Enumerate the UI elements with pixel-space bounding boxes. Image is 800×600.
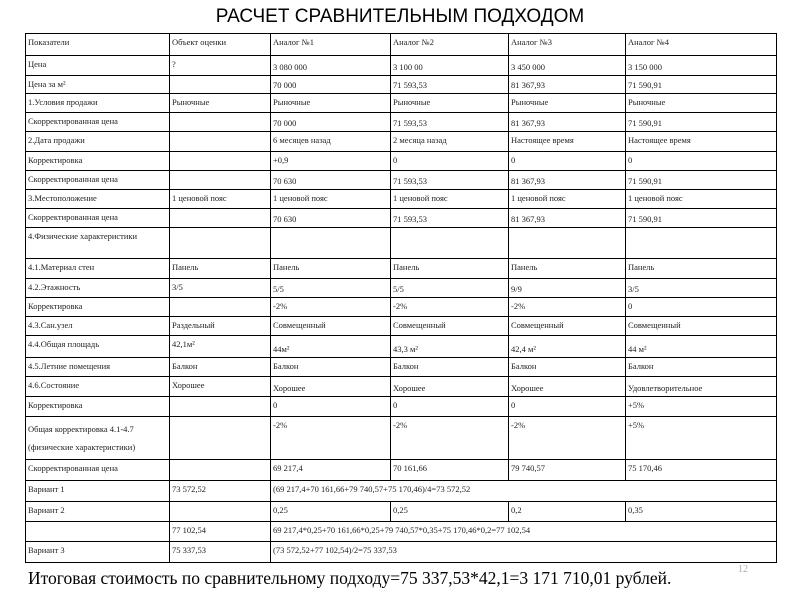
table-cell: 0 bbox=[271, 397, 391, 417]
table-cell: 0 bbox=[509, 397, 626, 417]
table-cell: Хорошее bbox=[271, 377, 391, 397]
table-cell: -2% bbox=[509, 298, 626, 317]
table-cell: 1 ценовой пояс bbox=[509, 190, 626, 209]
table-cell: 44 м² bbox=[626, 336, 777, 358]
table-cell: 69 217,4 bbox=[271, 460, 391, 481]
table-cell bbox=[170, 132, 271, 152]
table-cell: 81 367,93 bbox=[509, 171, 626, 190]
table-row bbox=[26, 417, 777, 460]
variant-row bbox=[26, 502, 777, 522]
variant-formula: 69 217,4*0,25+70 161,66*0,25+79 740,57*0,35+75 170,46*0,2=77 102,54 bbox=[271, 522, 777, 542]
table-cell: Настоящее время bbox=[509, 132, 626, 152]
table-cell: 5/5 bbox=[271, 279, 391, 298]
table-row bbox=[26, 336, 777, 358]
table-cell: 79 740,57 bbox=[509, 460, 626, 481]
table-cell: 0 bbox=[391, 397, 509, 417]
table-row bbox=[26, 397, 777, 417]
table-cell: -2% bbox=[271, 298, 391, 317]
variant-label: Вариант 3 bbox=[26, 542, 170, 563]
variant-formula: (69 217,4+70 161,66+79 740,57+75 170,46)/4=73 572,52 bbox=[271, 481, 777, 502]
table-cell: Рыночные bbox=[391, 94, 509, 113]
row-label: 4.4.Общая площадь bbox=[26, 336, 170, 358]
table-cell: 3 100 00 bbox=[391, 56, 509, 76]
table-cell bbox=[170, 228, 271, 259]
table-cell: 3/5 bbox=[626, 279, 777, 298]
table-cell: Совмещенный bbox=[271, 317, 391, 336]
table-cell: 0 bbox=[626, 152, 777, 171]
table-cell: Совмещенный bbox=[626, 317, 777, 336]
table-cell: 71 593,53 bbox=[391, 209, 509, 228]
table-cell bbox=[626, 228, 777, 259]
table-cell: 70 000 bbox=[271, 76, 391, 94]
weight-cell: 0,25 bbox=[391, 502, 509, 522]
table-cell: Балкон bbox=[626, 358, 777, 377]
table-cell: 71 590,91 bbox=[626, 209, 777, 228]
header-cell: Показатели bbox=[26, 34, 170, 56]
table-cell: +0,9 bbox=[271, 152, 391, 171]
table-row bbox=[26, 298, 777, 317]
table-cell: 81 367,93 bbox=[509, 209, 626, 228]
table-cell: -2% bbox=[509, 417, 626, 460]
row-label: 3.Местоположение bbox=[26, 190, 170, 209]
table-row bbox=[26, 152, 777, 171]
table-row bbox=[26, 76, 777, 94]
table-cell: -2% bbox=[271, 417, 391, 460]
row-label: Скорректированная цена bbox=[26, 171, 170, 190]
table-cell: 71 593,53 bbox=[391, 76, 509, 94]
table-header-row bbox=[26, 34, 777, 56]
table-cell: 42,4 м² bbox=[509, 336, 626, 358]
table-cell: 44м² bbox=[271, 336, 391, 358]
table-cell bbox=[170, 298, 271, 317]
row-label: 4.3.Сан.узел bbox=[26, 317, 170, 336]
table-cell bbox=[170, 171, 271, 190]
table-cell: 81 367,93 bbox=[509, 76, 626, 94]
variant-formula: (73 572,52+77 102,54)/2=75 337,53 bbox=[271, 542, 777, 563]
page-title: РАСЧЕТ СРАВНИТЕЛЬНЫМ ПОДХОДОМ bbox=[215, 6, 585, 27]
table-cell: Совмещенный bbox=[509, 317, 626, 336]
table-cell: Рыночные bbox=[626, 94, 777, 113]
table-cell: 1 ценовой пояс bbox=[271, 190, 391, 209]
variant-row bbox=[26, 522, 777, 542]
table-cell bbox=[170, 502, 271, 522]
table-cell: Хорошее bbox=[509, 377, 626, 397]
table-cell: 0 bbox=[626, 298, 777, 317]
table-cell bbox=[509, 228, 626, 259]
row-label: Скорректированная цена bbox=[26, 113, 170, 132]
table-cell: 6 месяцев назад bbox=[271, 132, 391, 152]
table-cell: 3 150 000 bbox=[626, 56, 777, 76]
table-row bbox=[26, 259, 777, 279]
table-cell: Панель bbox=[509, 259, 626, 279]
row-label: Скорректированная цена bbox=[26, 209, 170, 228]
weight-cell: 0,25 bbox=[271, 502, 391, 522]
table-cell: 71 593,53 bbox=[391, 171, 509, 190]
table-cell: 1 ценовой пояс bbox=[626, 190, 777, 209]
table-cell bbox=[271, 228, 391, 259]
table-cell: -2% bbox=[391, 417, 509, 460]
table-cell: 0 bbox=[391, 152, 509, 171]
table-cell: 1 ценовой пояс bbox=[170, 190, 271, 209]
table-cell: 2 месяца назад bbox=[391, 132, 509, 152]
table-cell: 42,1м² bbox=[170, 336, 271, 358]
weight-cell: 0,2 bbox=[509, 502, 626, 522]
table-cell bbox=[26, 522, 170, 542]
variant-value: 73 572,52 bbox=[170, 481, 271, 502]
table-cell: 70 630 bbox=[271, 171, 391, 190]
table-cell: 75 170,46 bbox=[626, 460, 777, 481]
table-cell bbox=[170, 417, 271, 460]
table-cell: +5% bbox=[626, 417, 777, 460]
table-cell: Балкон bbox=[271, 358, 391, 377]
page-number: 12 bbox=[738, 564, 748, 575]
row-label: 4.6.Состояние bbox=[26, 377, 170, 397]
table-cell: Панель bbox=[170, 259, 271, 279]
row-label: 4.Физические характеристики bbox=[26, 228, 170, 259]
table-cell: Раздельный bbox=[170, 317, 271, 336]
table-cell: Рыночные bbox=[509, 94, 626, 113]
variant-value: 75 337,53 bbox=[170, 542, 271, 563]
header-cell: Аналог №4 bbox=[626, 34, 777, 56]
table-cell: 0 bbox=[509, 152, 626, 171]
table-cell: 3 080 000 bbox=[271, 56, 391, 76]
table-cell: Балкон bbox=[391, 358, 509, 377]
table-cell: 3/5 bbox=[170, 279, 271, 298]
table-cell: 81 367,93 bbox=[509, 113, 626, 132]
header-cell: Аналог №1 bbox=[271, 34, 391, 56]
variant-label: Вариант 1 bbox=[26, 481, 170, 502]
table-cell: Рыночные bbox=[170, 94, 271, 113]
table-cell: Панель bbox=[391, 259, 509, 279]
table-cell: 71 590,91 bbox=[626, 171, 777, 190]
table-cell: 70 000 bbox=[271, 113, 391, 132]
header-cell: Аналог №2 bbox=[391, 34, 509, 56]
table-cell: Хорошее bbox=[170, 377, 271, 397]
row-label: 1.Условия продажи bbox=[26, 94, 170, 113]
table-cell bbox=[170, 113, 271, 132]
row-label: Корректировка bbox=[26, 298, 170, 317]
header-cell: Объект оценки bbox=[170, 34, 271, 56]
table-row bbox=[26, 171, 777, 190]
table-row bbox=[26, 56, 777, 76]
table-cell bbox=[170, 397, 271, 417]
table-row bbox=[26, 279, 777, 298]
header-cell: Аналог №3 bbox=[509, 34, 626, 56]
table-cell bbox=[170, 460, 271, 481]
table-cell bbox=[170, 209, 271, 228]
table-cell: 71 590,91 bbox=[626, 113, 777, 132]
row-label: Скорректированная цена bbox=[26, 460, 170, 481]
table-row bbox=[26, 94, 777, 113]
row-label: Цена bbox=[26, 56, 170, 76]
final-value-text: Итоговая стоимость по сравнительному подходу=75 337,53*42,1=3 171 710,01 рублей. bbox=[28, 568, 672, 588]
table-cell: Настоящее время bbox=[626, 132, 777, 152]
table-cell: Совмещенный bbox=[391, 317, 509, 336]
row-label: 4.5.Летние помещения bbox=[26, 358, 170, 377]
table-cell: 70 630 bbox=[271, 209, 391, 228]
row-label: Общая корректировка 4.1-4.7 (физические характеристики) bbox=[26, 417, 170, 460]
table-cell: Балкон bbox=[170, 358, 271, 377]
table-cell: Удовлетворительное bbox=[626, 377, 777, 397]
table-row bbox=[26, 358, 777, 377]
table-cell: -2% bbox=[391, 298, 509, 317]
table-cell: Хорошее bbox=[391, 377, 509, 397]
table-cell: +5% bbox=[626, 397, 777, 417]
table-cell bbox=[170, 76, 271, 94]
variant-row bbox=[26, 542, 777, 563]
row-label: Цена за м² bbox=[26, 76, 170, 94]
variant-value: 77 102,54 bbox=[170, 522, 271, 542]
comparison-table bbox=[25, 33, 777, 563]
table-row bbox=[26, 132, 777, 152]
row-label: Корректировка bbox=[26, 152, 170, 171]
table-cell bbox=[170, 152, 271, 171]
table-row bbox=[26, 113, 777, 132]
table-row bbox=[26, 377, 777, 397]
table-row bbox=[26, 209, 777, 228]
table-row bbox=[26, 460, 777, 481]
table-cell: 70 161,66 bbox=[391, 460, 509, 481]
table-row bbox=[26, 228, 777, 259]
table-cell: 71 590,91 bbox=[626, 76, 777, 94]
table-cell: Панель bbox=[271, 259, 391, 279]
variant-label: Вариант 2 bbox=[26, 502, 170, 522]
table-cell: 3 450 000 bbox=[509, 56, 626, 76]
table-cell: Панель bbox=[626, 259, 777, 279]
variant-row bbox=[26, 481, 777, 502]
table-cell: ? bbox=[170, 56, 271, 76]
table-cell: Рыночные bbox=[271, 94, 391, 113]
table-cell: 5/5 bbox=[391, 279, 509, 298]
table-row bbox=[26, 190, 777, 209]
table-row bbox=[26, 317, 777, 336]
table-cell: 1 ценовой пояс bbox=[391, 190, 509, 209]
row-label: 2.Дата продажи bbox=[26, 132, 170, 152]
weight-cell: 0,35 bbox=[626, 502, 777, 522]
row-label: Корректировка bbox=[26, 397, 170, 417]
table-cell: Балкон bbox=[509, 358, 626, 377]
row-label: 4.1.Материал стен bbox=[26, 259, 170, 279]
table-cell bbox=[391, 228, 509, 259]
table-cell: 71 593,53 bbox=[391, 113, 509, 132]
row-label: 4.2.Этажность bbox=[26, 279, 170, 298]
table-cell: 9/9 bbox=[509, 279, 626, 298]
table-cell: 43,3 м² bbox=[391, 336, 509, 358]
